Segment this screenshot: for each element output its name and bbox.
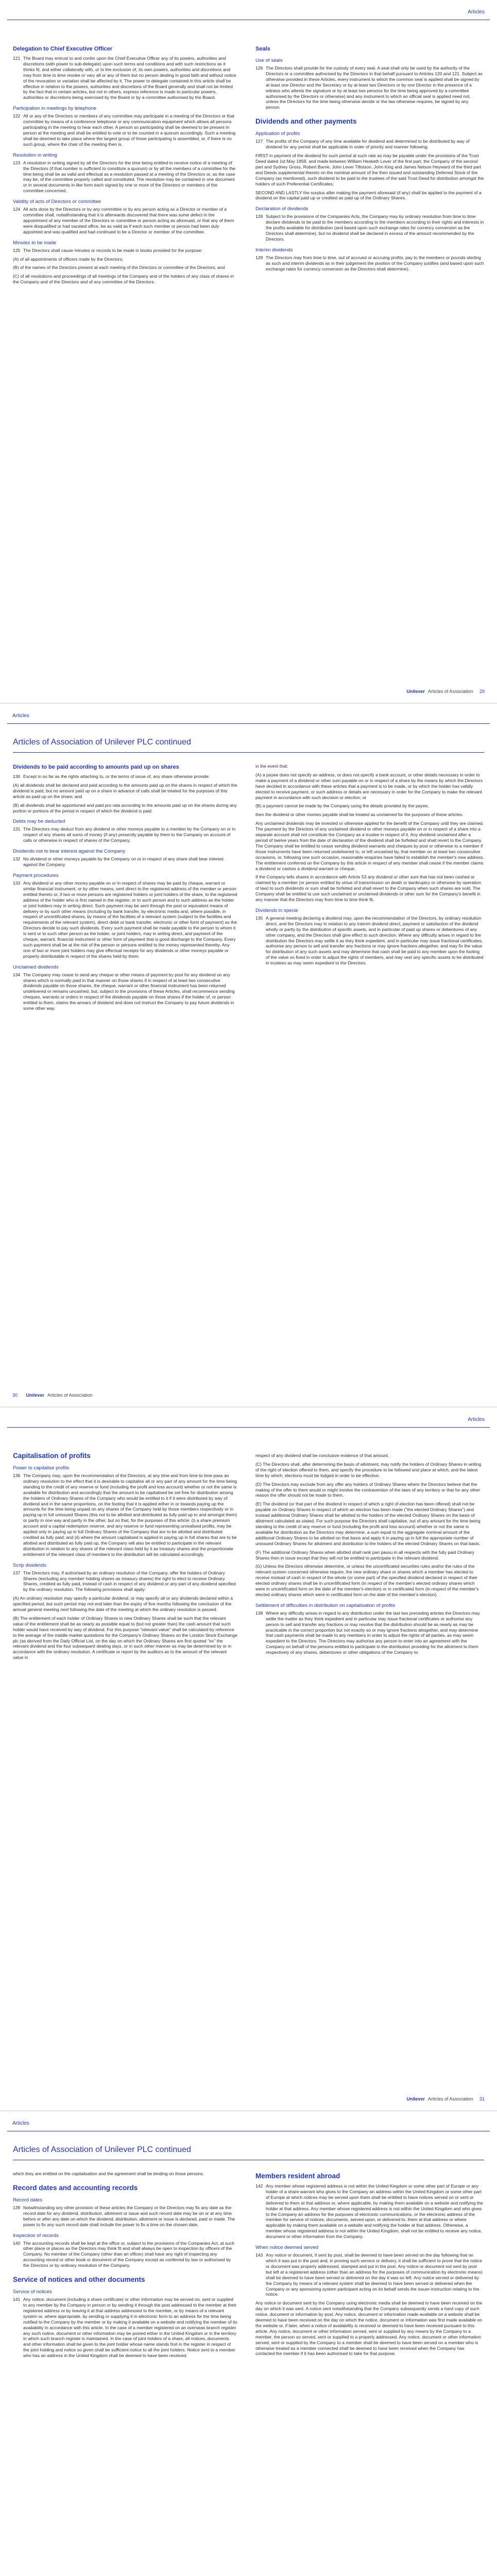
article-text: Any member whose registered address is not within the United Kingdom or some other part of Europe or any holder of a share warrant who gives to the Company an address within the United Kingdom or some other part of Europe at which notices may be served upon them shall be entitled to have notices served on or sent or delivered to them at that address or, where applicable, by making them available on a website and notifying the holder at that address. Any member whose registered address is not within the United Kingdom and who gives to the Company an address for the purposes of electronic communications, or the electronic address of the member for service of notices, documents, served upon, or delivered to, them at that address or where applicable by making them available on a website and notifying the holder at that address. Otherwise, a member whose registered address is not within the United Kingdom, shall not be entitled to receive any notice, document or other information from the Company. (266, 2183, 483, 2240)
paragraph: (B) The entitlement of each holder of Ordinary Shares to new Ordinary Shares shall be such that the relevant value of the entitlement shall be as nearly as possible equal to (but not greater than) the cash amount that such holder would have received by way of dividend. For this purpose "relevant value" shall be calculated by reference to the average of the middle market quotations for the Company's Ordinary Shares on the London Stock Exchange plc (as derived from the Daily Official List, on the day on which the Ordinary Shares are first quoted "ex" the relevant dividend and the four subsequent dealing days, or in such other manner as may be determined by or in accordance with the ordinary resolution. A certificate or report by the auditors as to the amount of the relevant value in (13, 1615, 237, 1660)
article-number: 127 (255, 139, 263, 144)
article-number: 133 (13, 880, 21, 886)
article-number: 138 (255, 1610, 263, 1616)
paragraph: (B) all dividends shall be apportioned and paid pro rata according to the amounts paid up on the shares during any portion or portions of the period in respect of which the dividend is paid. (13, 802, 237, 814)
left-column (13, 2171, 237, 2362)
article-text: All acts done by the Directors or by any committee or by any person acting as a Director or member of a committee shall, notwithstanding that it is afterwards discovered that there was some defect in the appointment of any member of the Directors or committee or person acting as aforesaid, or that any of them were disqualified or had vacated office, be as valid as if each such member or person had been duly appointed and was qualified and had continued to be a Director or member of the committee. (23, 207, 234, 234)
left-column (13, 1445, 237, 1664)
paragraph: in the event that: (255, 764, 288, 769)
paragraph: Any unclaimed dividends may be invested or otherwise applied for the benefit of the Company until they are claimed. The payment by the Directors of any unclaimed dividend or other moneys payable on or in respect of a share into a separate account shall not constitute the Company as a trustee in respect of it. Any dividend unclaimed after a period of twelve years from the date of declaration of the dividend shall be forfeited and shall revert to the Company. The Company shall be entitled to cease sending dividend warrants and cheques by post or otherwise to a member if those instruments have been returned undelivered to, or left uncashed by, that member on at least two consecutive occasions, or, following one such occasion, reasonable enquiries have failed to establish the member's new address. The entitlement conferred on the Company by this article in respect of any member shall cease if the member claims a dividend or cashes a dividend warrant or cheque. (255, 821, 484, 871)
subheading: Declaration of dividends (255, 206, 309, 212)
article-number: 123 (13, 160, 21, 165)
article-121 (13, 56, 237, 100)
article-123 (13, 160, 237, 194)
article-text: The accounting records shall be kept at the office or, subject to the provisions of the Companies Act, at such other place or places as the Directors may think fit and shall always be open to inspection by officers of the Company. No member of the Company (other than an officer) shall have any right of inspecting any accounting record or other book or document of the Company except as conferred by law or authorised by the Directors or by ordinary resolution of the Company. (23, 2240, 235, 2268)
article-number: 143 (255, 2252, 263, 2258)
article-number: 122 (13, 113, 21, 119)
section-heading: Capitalisation of profits (13, 1452, 91, 1460)
article-text: The Directors may deduct from any dividend or other moneys payable to a member by the Company on or in respect of any shares all sums of money (if any) presently payable by them to the Company on account of calls or otherwise in respect of shares of the Company. (23, 826, 236, 843)
paragraph: FIRST in payment of the dividend for such period at such rate as may be payable under the provisions of the Trust Deed dated 1st May 1959, and made between William Hesketh Lever of the first part, the Company of the second part and Sydney Gross, Robert Barrie, John Lever Tillotson, John King and James Nelson Heyward of the third part and Deeds supplemental thereto on the nominal amount of the then issued and outstanding Deferred Stock of the Company (as mentioned), such dividend to be paid to the trustees of the said Trust Deed for distribution amongst the holders of such Preferential Certificates; (255, 153, 484, 187)
footer-brand: Unilever (26, 1393, 45, 1398)
article-text: Any notice, document (including a share certificate) or other information may be served on, sent or supplied to any member by the Company in person or by sending it through the post addressed to the member at their registered address or by leaving it at that address addressed to the member, or by means of a relevant system or, where appropriate, by sending or supplying it in electronic form to an address for the time being notified to the Company by the member or by making it available on a website and notifying the member of its availability in accordance with this article. In the case of a member registered on an overseas branch register any such notice, document or other information may be posted either in the United Kingdom or in the territory in which such branch register is maintained. In the case of joint holders of a share, all notices, documents and other information shall be given to the joint holder whose name stands first in the register in respect of the joint holding and notice so given shall be sufficient notice to all the joint holders. Notice sent to a member who has an address in the United Kingdom shall be deemed to have been received. (23, 2297, 237, 2359)
article-143 (255, 2252, 484, 2297)
article-136 (13, 1473, 237, 1557)
section-heading: Delegation to Chief Executive Officer (13, 46, 113, 52)
right-column (255, 45, 484, 275)
subheading: Settlement of difficulties in distribution on capitalisation of profits (255, 1602, 396, 1608)
subheading: Participation in meetings by telephone (13, 106, 97, 112)
article-122 (13, 113, 237, 147)
article-number: 128 (255, 214, 263, 219)
paragraph: SECOND AND LASTLY the surplus after making the payment aforesaid (if any) shall be applied to the payment of a dividend on the capital paid up or credited as paid up of the Ordinary Shares. (255, 190, 482, 201)
subheading: Payment procedures (13, 872, 59, 878)
header-label: Articles (468, 1417, 485, 1422)
article-text: Any notice or document, if sent by post, shall be deemed to have been served on the day following that on which it was put in the post and, in proving such service or delivery, it shall be sufficient to prove that the notice or document was properly addressed, stamped and put in the post. Any notice or document not sent by post but left at a registered address (other than an address for the purposes of communication by electronic means) shall be deemed to have been served or delivered on the day it was so left. Any notice served or delivered by the Company by means of a relevant system shall be deemed to have been served or delivered when the Company or any sponsoring system participant acting on its behalf sends the issuer-instruction relating to the notice. (266, 2252, 483, 2297)
subheading: Service of notices (13, 2289, 52, 2295)
footer-doc: Articles of Association (427, 2096, 473, 2102)
page-30 (0, 704, 497, 1407)
article-text: The Directors shall provide for the custody of every seal. A seal shall only be used by the authority of the Directors or a committee authorised by the Directors in that behalf pursuant to Articles 120 and 121. Subject as otherwise provided in these Articles, every instrument to which the common seal is applied shall be signed by at least one Director and the Secretary or by at least two Directors or by one Director in the presence of a witness who attests the signature or by at least two persons for the time being approved by a committee authorised by the Directors or otherwise) and any instrument to which an official seal is applied need not, unless the Directors for the time being otherwise decide or the law otherwise requires, be signed by any person. (266, 65, 483, 110)
paragraph: then the dividend or other monies payable shall be treated as unclaimed for the purposes of these articles. (255, 812, 464, 818)
article-137 (13, 1570, 237, 1593)
section-heading: Dividends to be paid according to amounts paid up on shares (13, 764, 179, 770)
page-title: Articles of Association of Unilever PLC continued (13, 2145, 191, 2154)
subheading: Power to capitalise profits (13, 1465, 70, 1471)
paragraph: (A) all dividends shall be declared and paid according to the amounts paid up on the shares in respect of which the dividend is paid, but no amount paid up on a share in advance of calls shall be treated for the purposes of this article as paid up on the share; and (13, 782, 237, 799)
page-number: 30 (12, 1393, 18, 1398)
header-label: Articles (12, 2121, 29, 2126)
article-126 (255, 65, 484, 110)
subheading: Dividends in specie (255, 907, 298, 913)
article-133 (13, 880, 237, 959)
footer-brand: Unilever (406, 2096, 425, 2102)
article-text: Except in so far as the rights attaching to, or the terms of issue of, any share otherwise provide: (23, 774, 210, 779)
subheading: Interim dividends (255, 247, 293, 253)
article-130 (13, 774, 237, 779)
article-129 (255, 255, 484, 272)
page-footer (404, 689, 485, 694)
article-131 (13, 826, 237, 843)
article-128 (255, 214, 484, 242)
article-number: 131 (13, 826, 21, 832)
article-text: Any dividend or any other money payable on or in respect of shares may be paid by cheque, warrant or similar financial instrument, or by other means, sent direct to the registered address of the member or person entitled thereto or, if two or more persons are registered holders or joint holders of the share, to the registered address of the holder who is first named in the register, or to such person and to such address as the holder or joint holders may in writing direct. Such payment may be sent through the post or equivalent means of delivery or by such other means (including by bank transfer, by electronic media and, where possible, in respect of uncertificated shares, by means of the facilities of a relevant system (subject to the facilities and requirements of the relevant system), direct debit or bank transfer, electronic or other form of payment) as the Directors decide to pay such dividends. Every such payment shall be made payable to the person to whom it is sent or to such other person as the holder, or joint holders, may in writing direct, and payment of the cheque, warrant, financial instrument or other form of payment that is good discharge to the Company. Every such payment shall be at the risk of the person or persons entitled to the money represented thereby. Any one of two or more joint holders may give effectual receipts for any dividends or other moneys payable or property distributable in respect of the shares held by them. (23, 880, 237, 959)
subheading: Debts may be deducted (13, 819, 65, 825)
footer-doc: Articles of Association (47, 1393, 93, 1398)
article-text: All or any of the Directors or members of any committee may participate in a meeting of the Directors or that committee by means of a conference telephone or any communication equipment which allows all persons participating in the meeting to hear each other. A person so participating shall be deemed to be present in person at the meeting and shall be entitled to vote or to be counted in a quorum accordingly. Such a meeting shall be deemed to take place where the largest group of those participating is assembled, or, if there is no such group, where the chair of the meeting then is. (23, 113, 236, 147)
subheading: Use of seals (255, 58, 283, 63)
paragraph: Any notice or document sent by the Company using electronic media shall be deemed to have been received on the day on which it was sent. A notice sent notwithstanding that the Company subsequently sends a hard copy of such notice, document or information by post. Any notice, document or information made available on a website shall be deemed to have been received on the day on which the notice, document or information was first made available on the website or, if later, when a notice of availability is received or deemed to have been received pursuant to this article. Any notice, document or other information served, sent or supplied by any means by the Company to a member, the person so served, sent or supplied to a properly addressed. Any notice, document or other information served, sent or supplied by the Company to a member shall be deemed to have been served on a member who is otherwise treated as a member connected shall be deemed to have been received when the Company has contacted the member if it has been authorised to take for that purpose. (255, 2300, 483, 2357)
article-number: 140 (13, 2240, 21, 2246)
article-text: The profits of the Company of any time available for dividend and determined to be distributed by way of dividend for any period shall be applicable in order of priority and manner following: (266, 139, 470, 150)
header-rule (7, 1427, 490, 1428)
article-number: 124 (13, 207, 21, 212)
section-heading: Record dates and accounting records (13, 2183, 138, 2192)
article-text: No dividend or other moneys payable by the Company on or in respect of any share shall bear interest against the Company. (23, 856, 224, 868)
right-column (255, 1453, 484, 1658)
article-text: The Directors may from time to time, out of accrued or accruing profits, pay to the members or pounds sterling as such and interim dividends as in their judgement the position of the Company justifies (and based upon such exchange rates for currency conversion as the Directors shall determine). (266, 255, 484, 272)
article-text: The Directors may, if authorised by an ordinary resolution of the Company, offer the holders of Ordinary Shares (excluding any member holding shares as treasury shares) the right to elect to receive Ordinary Shares, credited as fully paid, instead of cash in respect of any dividend or any part of any dividend specified by the ordinary resolution. The following provisions shall apply: (23, 1570, 236, 1592)
subheading: Dividends not to bear interest against the Company (13, 849, 126, 855)
article-141 (13, 2297, 237, 2359)
page-31 (0, 1408, 497, 2111)
article-124 (13, 207, 237, 235)
paragraph: which they are entitled on the capitalisation and the agreement shall be binding on those persons. (13, 2171, 204, 2176)
article-139 (13, 2205, 237, 2228)
page-header (0, 0, 497, 26)
paragraph: (B) a payment cannot be made by the Company using the details provided by the payee, (255, 803, 429, 809)
subheading: Unclaimed dividends (13, 964, 59, 970)
article-142 (255, 2183, 484, 2240)
paragraph: If the Company tells shares in accordance with Article 53 any dividend or other sum that has not been cashed or claimed by a member (or person entitled by virtue of transmission on death or bankruptcy or otherwise by operation of law) to such dividends or sum shall be forfeited and shall revert to the Company when such shares are sold. The Company shall be entitled to use such unclaimed or unclaimed dividends or other sum for the Company's benefit in any manner that the Directors may from time to time think fit. (255, 874, 482, 903)
subheading: Application of profits (255, 131, 300, 137)
page-footer (404, 2096, 485, 2102)
subheading: Record dates (13, 2197, 43, 2203)
article-138 (255, 1611, 484, 1655)
article-text: The Board may entrust to and confer upon the Chief Executive Officer any of its powers, authorities and discretions (with power to sub-delegate) upon such terms and conditions and with such restrictions as it thinks fit, and either collaterally with, or to the exclusion of, its own powers, authorities and discretions and may from time to time revoke or vary all or any of them but no person dealing in good faith and without notice of the revocation or variation shall be affected by it. The power to delegate contained in this article shall be effective in relation to the powers, authorities and discretions of the Board generally and shall not be limited by the fact that in certain articles, but not in others, express reference is made to particular powers, authorities or discretions being exercised by the Board or by a committee authorised by the Board. (23, 56, 236, 100)
article-text: Where any difficulty arises in regard to any distribution under the last two preceding articles the Directors may settle the matter as they think expedient and in particular may issue fractional certificates or authorise any person to sell and transfer any fractions or may resolve that the distribution should be as nearly as may be practicable in the correct proportion but not exactly so or may ignore fractions altogether, and may determine that cash payments shall be made to any members in order to adjust the rights of all parties, as may seem expedient to the Directors. The Directors may authorise any person to enter into an agreement with the Company on behalf of the persons entitled to participate in the distribution providing for the allotment to them respectively of any shares, debentures or other obligations of the Company to (266, 1610, 480, 1655)
page-title: Articles of Association of Unilever PLC continued (13, 738, 191, 747)
left-column (13, 45, 237, 288)
article-number: 136 (13, 1473, 21, 1478)
article-135 (255, 916, 484, 966)
article-number: 137 (13, 1570, 21, 1575)
page-number: 29 (479, 689, 485, 694)
article-number: 142 (255, 2183, 263, 2189)
subheading: Inspection of records (13, 2232, 59, 2239)
article-number: 141 (13, 2297, 21, 2302)
paragraph: (A) An ordinary resolution may specify a particular dividend, or may specify all or any dividends declared within a specified period, but such period may not end later than the expiry of five months following the conclusion of the annual general meeting next following the date of the meeting at which the ordinary resolution is passed. (13, 1596, 233, 1613)
article-number: 126 (255, 65, 263, 71)
paragraph: (E) The dividend (or that part of the dividend in respect of which a right of election has been offered) shall not be payable on Ordinary Shares in respect of which an election has been made ("the elected Ordinary Shares") and instead additional Ordinary Shares shall be allotted to the holders of the elected Ordinary Shares on the basis of allotment calculated as stated. For such purpose the Directors shall capitalise, out of any amount for the time being standing to the credit of any reserve or fund (including the profit and loss account) whether or not the same is available for distribution as the Directors may determine, a sum equal to the aggregate nominal amount of the additional Ordinary Shares to be allotted on that basis and apply it in paying up in full the appropriate number of unissued Ordinary Shares for allotment and distribution to the holders of the elected Ordinary Shares on that basis. (255, 1501, 481, 1546)
article-number: 135 (255, 915, 263, 921)
subheading: Validity of acts of Directors or committee (13, 199, 101, 205)
header-label: Articles (468, 9, 485, 15)
article-text: Notwithstanding any other provision of these articles the Company or the Directors may fix any date as the record date for any dividend, distribution, allotment or issue and such record date may be on or at any time before or after any date on which the dividend, distribution, allotment or issue is declared, paid or made. The power to fix any such record date shall include the power to fix a time on the chosen date. (23, 2205, 235, 2227)
footer-doc: Articles of Association (427, 689, 473, 694)
article-132 (13, 856, 237, 868)
article-text: The Company may, upon the recommendation of the Directors, at any time and from time to time pass an ordinary resolution to the effect that it is desirable to capitalise all or any part of any amount for the time being standing to the credit of any reserve or fund (including the profit and loss account) whether or not the same is available for distribution and accordingly that the amount to be capitalised be set free for distribution among the holders of Ordinary Shares of the Company who would be entitled to it if it were distributed by way of dividend and in the same proportions, on the footing that it is applied either in or towards paying up the amounts for the time being unpaid on any shares of the Company held by those members respectively or in paying up in full unissued Shares (this not to be allotted and distributed as fully paid up to and amongst them) or partly in one way and partly in the other, but so that, for the purposes of this article: (i) a share premium account and a capital redemption reserve, and any reserve or fund representing unrealised profits, may be applied only in paying up in full Ordinary Shares of the Company that are to be allotted and distributed credited as fully paid; and (ii) where the amount capitalised is applied in paying up in full shares that are to be allotted and distributed as fully paid up, the Company will also be entitled to participate in the relevant distribution in relation to any shares of the relevant class held by it as treasury shares and the proportionate entitlement of the relevant class of members to the distribution will be calculated accordingly. (23, 1473, 237, 1557)
article-text: The Directors shall cause minutes or records to be made in books provided for the purpose: (23, 247, 203, 253)
section-heading: Seals (255, 46, 270, 52)
page-29 (0, 0, 497, 703)
article-text: A general meeting declaring a dividend may, upon the recommendation of the Directors, by ordinary resolution direct, and the Directors may in relation to any interim dividend direct, payment or satisfaction of the dividend wholly or partly by the distribution of specific assets, and in particular of paid up shares or debentures of any other company, and the Directors shall give effect to such direction. Where any difficulty arises in regard to the distribution the Directors may settle it as they think expedient, and in particular may issue fractional certificates, authorise any person to sell and transfer any fractions or may ignore fractions altogether, and may fix the value for distribution of any such assets and may determine that cash shall be paid to any member upon the footing of the value so fixed in order to adjust the rights of members, and may vest any specific assets to be distributed in trustees as may seem expedient to the Directors. (266, 915, 484, 966)
footer-brand: Unilever (406, 689, 425, 694)
paragraph: (C) The Directors shall, after determining the basis of allotment, may notify the holders of Ordinary Shares in writing of the right of election offered to them, and specify the procedure to be followed and place at which, and the latest time by which, elections must be lodged in order to be effective. (255, 1461, 482, 1478)
page-header (0, 2111, 497, 2137)
subheading: Scrip dividends (13, 1562, 47, 1568)
page-footer (12, 1393, 93, 1398)
subheading: When notice deemed served (255, 2245, 319, 2251)
left-column (13, 764, 237, 1014)
article-number: 125 (13, 247, 21, 253)
article-text: Subject to the provisions of the Companies Acts, the Company may by ordinary resolution from time to time declare dividends to be paid to the members according to the members according to their rights and interests in the profits available for distribution (and based upon such exchange rates for currency conversion as the Directors shall determine), but no dividend shall be declared in excess of the amount recommended by the Directors. (266, 214, 484, 242)
article-number: 134 (13, 972, 21, 977)
page-header (0, 704, 497, 730)
article-number: 129 (255, 255, 263, 260)
right-column (255, 2165, 484, 2360)
paragraph: (A) of all appointments of officers made by the Directors; (13, 256, 124, 262)
article-125 (13, 248, 237, 253)
section-heading: Members resident abroad (255, 2172, 340, 2180)
right-column (255, 764, 484, 969)
paragraph: (A) a payee does not specify an address, or does not specify a bank account, or other details necessary in order to make a payment of a dividend or other sum payable on or in respect of a share by the means by which the Directors have decided in accordance with these articles that a payment is to be made, or by which the holder has validly elected to receive payment, or such address or details are necessary in order for the Company to make the relevant payment in accordance with such decision or election; or (255, 772, 483, 800)
header-rule (7, 723, 490, 724)
page-32 (0, 2111, 497, 2576)
page-header (0, 1408, 497, 1433)
article-number: 130 (13, 774, 21, 779)
paragraph: respect of any dividend shall be conclusive evidence of that amount. (255, 1453, 389, 1458)
article-140 (13, 2241, 237, 2269)
article-number: 139 (13, 2205, 21, 2210)
paragraph: (G) Unless the Directors otherwise determine, or unless the uncertificated securities rules and/or the rules of the relevant system concerned otherwise require, the new ordinary share or shares which a member has elected to receive instead of cash in respect of the whole (or some part) of the specified dividend declared in respect of their elected ordinary shares shall be in uncertificated form (in respect of the member's elected ordinary shares which were in uncertificated form on the date of the member's election) or in certificated form (in respect of the member's elected ordinary shares which were in certificated form on the date of the member's election). (255, 1564, 479, 1597)
page-number: 31 (479, 2096, 485, 2102)
subheading: Resolution in writing (13, 152, 57, 158)
article-127 (255, 139, 484, 150)
article-text: The Company may cease to send any cheque or other means of payment by post for any dividend on any shares which is normally paid in that manner on those shares if in respect of at least two consecutive dividends payable on those shares, the cheque, warrant or other financial instrument has been returned undelivered or remains uncashed, but, subject to the provisions of these Articles, shall recommence sending cheques, warrants or orders in respect of the dividends payable on those shares if the holder of, or person entitled to them, claims the arrears of dividend and does not instruct the Company to pay future dividends in some other way. (23, 972, 235, 1011)
article-text: A resolution in writing signed by all the Directors for the time being entitled to receive notice of a meeting of the Directors (if that number is sufficient to constitute a quorum) or by all the members of a committee for the time being shall be as valid and effectual as a resolution passed at a meeting of the Directors or, as the case may be, of the committee properly called and constituted. The resolution may be contained in one document or in several documents in like form each signed by one or more of the Directors or members of the committee concerned. (23, 160, 236, 194)
section-heading: Service of notices and other documents (13, 2276, 145, 2284)
title-rule (13, 752, 484, 753)
paragraph: (F) The additional Ordinary Shares when allotted shall rank pari passu in all respects with the fully paid Ordinary Shares then in issue except that they will not be entitled to participate in the relevant dividend. (255, 1549, 474, 1561)
subheading: Minutes to be made (13, 240, 57, 246)
paragraph: (C) of all resolutions and proceedings of all meetings of the Company and of the holders of any class of shares in the Company and of the Directors and of any committee of the Directors. (13, 274, 234, 285)
paragraph: (B) of the names of the Directors present at each meeting of the Directors or committee of the Directors; and (13, 265, 225, 270)
header-label: Articles (12, 713, 29, 719)
article-134 (13, 972, 237, 1011)
article-number: 121 (13, 56, 21, 61)
section-heading: Dividends and other payments (255, 117, 357, 126)
paragraph: (D) The Directors may exclude from any offer any holders of Ordinary Shares where the Directors believe that the making of the offer to them would or might involve the contravention of the laws of any territory or that for any other reason the offer should not be made to them. (255, 1481, 480, 1498)
article-number: 132 (13, 856, 21, 862)
